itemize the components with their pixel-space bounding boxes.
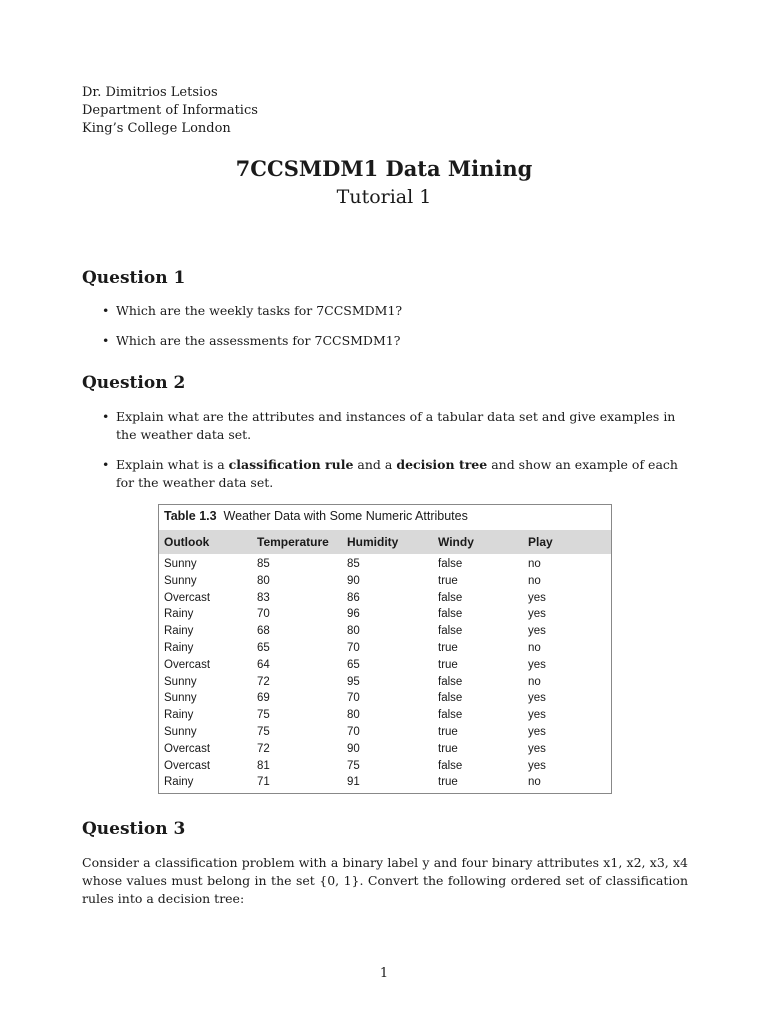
cell-windy: false — [438, 608, 463, 621]
cell-windy: true — [438, 776, 458, 789]
cell-humidity: 90 — [347, 742, 360, 755]
cell-humidity: 80 — [347, 709, 360, 722]
table-caption-text: Weather Data with Some Numeric Attributes — [223, 509, 468, 523]
cell-outlook: Overcast — [164, 759, 211, 772]
weather-data-table — [158, 504, 612, 794]
cell-outlook: Rainy — [164, 776, 194, 789]
column-header-outlook: Outlook — [164, 535, 210, 549]
table-row — [159, 708, 611, 725]
column-header-windy: Windy — [438, 535, 474, 549]
table-row — [159, 574, 611, 591]
cell-humidity: 70 — [347, 726, 360, 738]
cell-windy: false — [438, 709, 463, 722]
cell-outlook: Overcast — [164, 591, 211, 604]
cell-humidity: 85 — [347, 558, 360, 570]
cell-humidity: 75 — [347, 759, 360, 772]
cell-play: yes — [528, 625, 546, 638]
cell-temperature: 83 — [257, 591, 270, 604]
cell-outlook: Rainy — [164, 642, 194, 654]
cell-temperature: 85 — [257, 558, 270, 570]
list-item: • Which are the weekly tasks for 7CCSMDM1? — [102, 303, 403, 318]
cell-windy: true — [438, 658, 458, 671]
cell-outlook: Overcast — [164, 742, 211, 755]
cell-play: no — [528, 558, 541, 570]
table-caption — [164, 509, 468, 523]
cell-humidity: 80 — [347, 625, 360, 638]
question-2-heading: Question 2 — [82, 373, 186, 393]
cell-play: no — [528, 675, 541, 688]
cell-temperature: 70 — [257, 608, 270, 621]
table-row — [159, 591, 611, 608]
question-1-list — [82, 302, 692, 362]
cell-play: yes — [528, 759, 546, 772]
cell-play: yes — [528, 658, 546, 671]
cell-outlook: Sunny — [164, 574, 197, 587]
table-row — [159, 725, 611, 742]
cell-humidity: 70 — [347, 642, 360, 654]
cell-temperature: 69 — [257, 692, 270, 705]
cell-temperature: 81 — [257, 759, 270, 772]
cell-temperature: 71 — [257, 776, 270, 789]
cell-play: yes — [528, 692, 546, 705]
cell-temperature: 68 — [257, 625, 270, 638]
cell-humidity: 91 — [347, 776, 360, 789]
column-header-play: Play — [528, 535, 553, 549]
cell-windy: false — [438, 591, 463, 604]
cell-temperature: 72 — [257, 675, 270, 688]
cell-play: no — [528, 776, 541, 789]
cell-temperature: 75 — [257, 726, 270, 738]
cell-windy: false — [438, 625, 463, 638]
cell-play: yes — [528, 608, 546, 621]
document-title: 7CCSMDM1 Data Mining — [235, 156, 533, 181]
document-subtitle: Tutorial 1 — [336, 186, 432, 208]
cell-play: no — [528, 574, 541, 587]
cell-temperature: 72 — [257, 742, 270, 755]
cell-outlook: Sunny — [164, 558, 197, 570]
term-decision-tree: decision tree — [396, 457, 488, 472]
cell-humidity: 96 — [347, 608, 360, 621]
page-number: 1 — [379, 966, 389, 981]
cell-windy: true — [438, 642, 458, 654]
table-row — [159, 658, 611, 675]
list-item: • Explain what is a classification rule and a decision tree and show an example of each for the weather data set. — [102, 457, 678, 490]
cell-play: yes — [528, 742, 546, 755]
cell-outlook: Rainy — [164, 709, 194, 722]
question-3-heading: Question 3 — [82, 819, 186, 839]
cell-play: yes — [528, 726, 546, 738]
table-caption-label: Table 1.3 — [164, 509, 217, 523]
cell-windy: true — [438, 574, 458, 587]
cell-outlook: Rainy — [164, 625, 194, 638]
cell-humidity: 95 — [347, 675, 360, 688]
author-department: Department of Informatics — [82, 103, 258, 118]
cell-windy: false — [438, 692, 463, 705]
table-row — [159, 675, 611, 692]
table-row — [159, 691, 611, 708]
cell-outlook: Sunny — [164, 726, 197, 738]
cell-windy: true — [438, 726, 458, 738]
author-institution: King’s College London — [82, 121, 231, 136]
cell-temperature: 64 — [257, 658, 270, 671]
table-row — [159, 557, 611, 574]
cell-outlook: Rainy — [164, 608, 194, 621]
cell-humidity: 86 — [347, 591, 360, 604]
question-1-bullet-2: Which are the assessments for 7CCSMDM1? — [116, 333, 401, 348]
question-2-bullet-2: Explain what is a classification rule and a decision tree and show an example of each for the weather data set. — [116, 457, 678, 490]
table-row — [159, 775, 611, 792]
cell-humidity: 65 — [347, 658, 360, 671]
question-1-heading: Question 1 — [82, 268, 186, 288]
author-block — [82, 84, 258, 138]
question-2-list — [82, 408, 692, 504]
cell-outlook: Sunny — [164, 692, 197, 705]
list-item: • Which are the assessments for 7CCSMDM1? — [102, 333, 401, 348]
table-row — [159, 607, 611, 624]
cell-temperature: 65 — [257, 642, 270, 654]
cell-windy: false — [438, 675, 463, 688]
cell-outlook: Overcast — [164, 658, 211, 671]
table-row — [159, 759, 611, 776]
cell-outlook: Sunny — [164, 675, 197, 688]
question-1-bullet-1: Which are the weekly tasks for 7CCSMDM1? — [116, 303, 403, 318]
cell-temperature: 80 — [257, 574, 270, 587]
column-header-humidity: Humidity — [347, 535, 399, 549]
table-row — [159, 624, 611, 641]
question-3-text: Consider a classification problem with a binary label y and four binary attributes x1, x2, x3, x4 whose values must belong in the set {0, 1}. Convert the following ordered set of classification rules into a decision tree: — [82, 855, 688, 906]
cell-temperature: 75 — [257, 709, 270, 722]
cell-windy: true — [438, 742, 458, 755]
question-2-bullet-1: Explain what are the attributes and instances of a tabular data set and give examples in the weather data set. — [116, 409, 676, 442]
cell-windy: false — [438, 558, 463, 570]
table-header-row — [159, 530, 611, 554]
cell-humidity: 90 — [347, 574, 360, 587]
cell-windy: false — [438, 759, 463, 772]
term-classification-rule: classification rule — [228, 457, 354, 472]
column-header-temperature: Temperature — [257, 535, 329, 549]
cell-humidity: 70 — [347, 692, 360, 705]
cell-play: yes — [528, 709, 546, 722]
author-name: Dr. Dimitrios Letsios — [82, 85, 218, 100]
cell-play: yes — [528, 591, 546, 604]
list-item: • Explain what are the attributes and instances of a tabular data set and give examples in the weather data set. — [102, 409, 676, 442]
table-row — [159, 641, 611, 658]
table-row — [159, 742, 611, 759]
cell-play: no — [528, 642, 541, 654]
